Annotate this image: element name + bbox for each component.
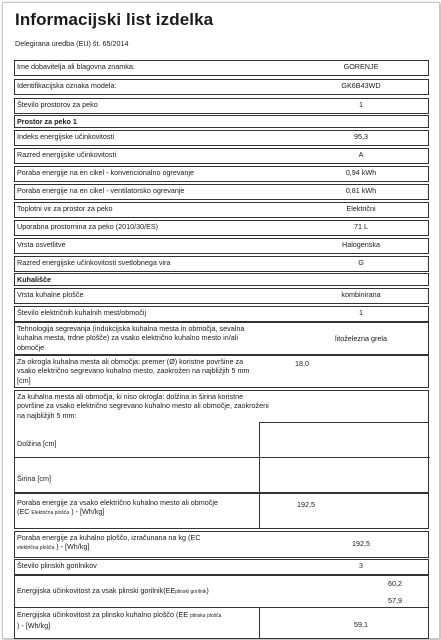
burner-value: 60,2 — [388, 579, 402, 588]
table-row — [14, 184, 429, 200]
row-label: Poraba energije za vsako električno kuhalno mesto ali območje (EC Električna plošča ) - [Wh/kg] — [17, 498, 218, 517]
table-row — [14, 559, 429, 575]
row-label: Za okrogla kuhalna mesta ali območja: premer (Ø) koristne površine za vsako električno segrevano kuhalno mesto, zaokrožen na najbližjih 5 mm [cm] — [17, 357, 250, 385]
row-label: Število plinskih gorilnikov — [17, 561, 97, 570]
table-row — [14, 306, 429, 322]
row-value: 95,3 — [354, 132, 368, 141]
row-label: Razred energijske učinkovitosti svetlobnega vira — [17, 258, 171, 267]
table-row — [14, 98, 429, 114]
table-row — [14, 531, 429, 558]
row-value: GK6B43WD — [341, 81, 381, 90]
row-value: 192,5 — [297, 500, 315, 509]
row-value: Halogenska — [342, 240, 380, 249]
row-label: Indeks energijske učinkovitosti — [17, 132, 115, 141]
row-label: Poraba energije za kuhalno ploščo, izračunana na kg (EC električna plošča ) - [Wh/kg] — [17, 533, 201, 552]
row-label: Identifikacijska oznaka modela: — [17, 81, 117, 90]
table-row — [14, 575, 429, 608]
row-label: Poraba energije na en cikel - ventilatorsko ogrevanje — [17, 186, 185, 195]
table-row — [14, 256, 429, 272]
row-divider — [259, 422, 429, 423]
row-value: GORENJE — [343, 62, 379, 71]
row-label: Energijska učinkovitost za plinsko kuhalno ploščo (EE plinska plošča ) - [Wh/kg] — [17, 610, 222, 631]
burner-value: 57,9 — [388, 596, 402, 605]
table-row — [14, 220, 429, 236]
row-label: Toplotni vir za prostor za peko — [17, 204, 113, 213]
row-value: 1 — [359, 308, 363, 317]
table-row — [14, 166, 429, 182]
section-heading-oven — [14, 115, 429, 128]
table-row — [14, 130, 429, 146]
row-label: Vrsta osvetlitve — [17, 240, 66, 249]
product-information-sheet — [2, 2, 440, 639]
row-value: litoželezna grela — [335, 334, 387, 343]
row-value: A — [358, 150, 364, 159]
document-subtitle: Delegirana uredba (EU) št. 65/2014 — [15, 39, 129, 48]
table-row-non-round — [14, 390, 429, 493]
table-row — [14, 148, 429, 164]
row-value: 18,0 — [295, 359, 309, 368]
width-label: Širina [cm] — [17, 474, 51, 483]
row-value: 0,94 kWh — [345, 168, 377, 177]
row-value: 1 — [359, 100, 363, 109]
value-column-divider — [259, 494, 420, 528]
table-row — [14, 238, 429, 254]
row-label: Uporabna prostornina za peko (2010/30/ES) — [17, 222, 159, 231]
row-value: 0,81 kWh — [345, 186, 377, 195]
row-label: Razred energijske učinkovitosti — [17, 150, 117, 159]
row-divider — [15, 457, 430, 458]
row-label: Ime dobavitelja ali blagovna znamka: — [17, 62, 135, 71]
section-heading-text: Prostor za peko 1 — [17, 117, 77, 126]
row-value: G — [358, 258, 364, 267]
row-label: Tehnologija segrevanja (indukcijska kuhalna mesta in območja, sevalna kuhalna mesta, trdne plošče) za vsako električno kuhalno mesto in/ali območje — [17, 324, 245, 352]
section-heading-hob — [14, 273, 429, 286]
document-title: Informacijski list izdelka — [15, 10, 214, 29]
row-label: Število prostorov za peko — [17, 100, 98, 109]
row-label: Število električnih kuhalnih mest/območij — [17, 308, 147, 317]
table-row — [14, 79, 429, 95]
table-row — [14, 607, 429, 639]
row-value: 71 L — [354, 222, 368, 231]
table-row — [14, 493, 429, 529]
row-label: Za kuhalna mesta ali območja, ki niso okrogla: dolžina in širina koristne površine za vsako električno segrevano kuhalno mesto ali območje, zaokroženi na najbližjih 5 mm: — [17, 392, 269, 420]
table-row — [14, 60, 429, 76]
table-row — [14, 355, 429, 388]
table-row — [14, 202, 429, 218]
table-row — [14, 288, 429, 304]
row-label: Vrsta kuhalne plošče — [17, 290, 84, 299]
row-value: kombinirana — [341, 290, 381, 299]
length-label: Dolžina [cm] — [17, 439, 57, 448]
row-value: 3 — [359, 561, 363, 570]
row-label: Poraba energije na en cikel - konvencionalno ogrevanje — [17, 168, 195, 177]
row-label: Energijska učinkovitost za vsak plinski gorilnik(EEplinski gorilnik) — [17, 586, 209, 595]
row-value: 192,5 — [352, 539, 370, 548]
row-value: 59,1 — [354, 620, 368, 629]
table-row — [14, 322, 429, 355]
row-value: Električni — [346, 204, 376, 213]
section-heading-text: Kuhališče — [17, 275, 51, 284]
